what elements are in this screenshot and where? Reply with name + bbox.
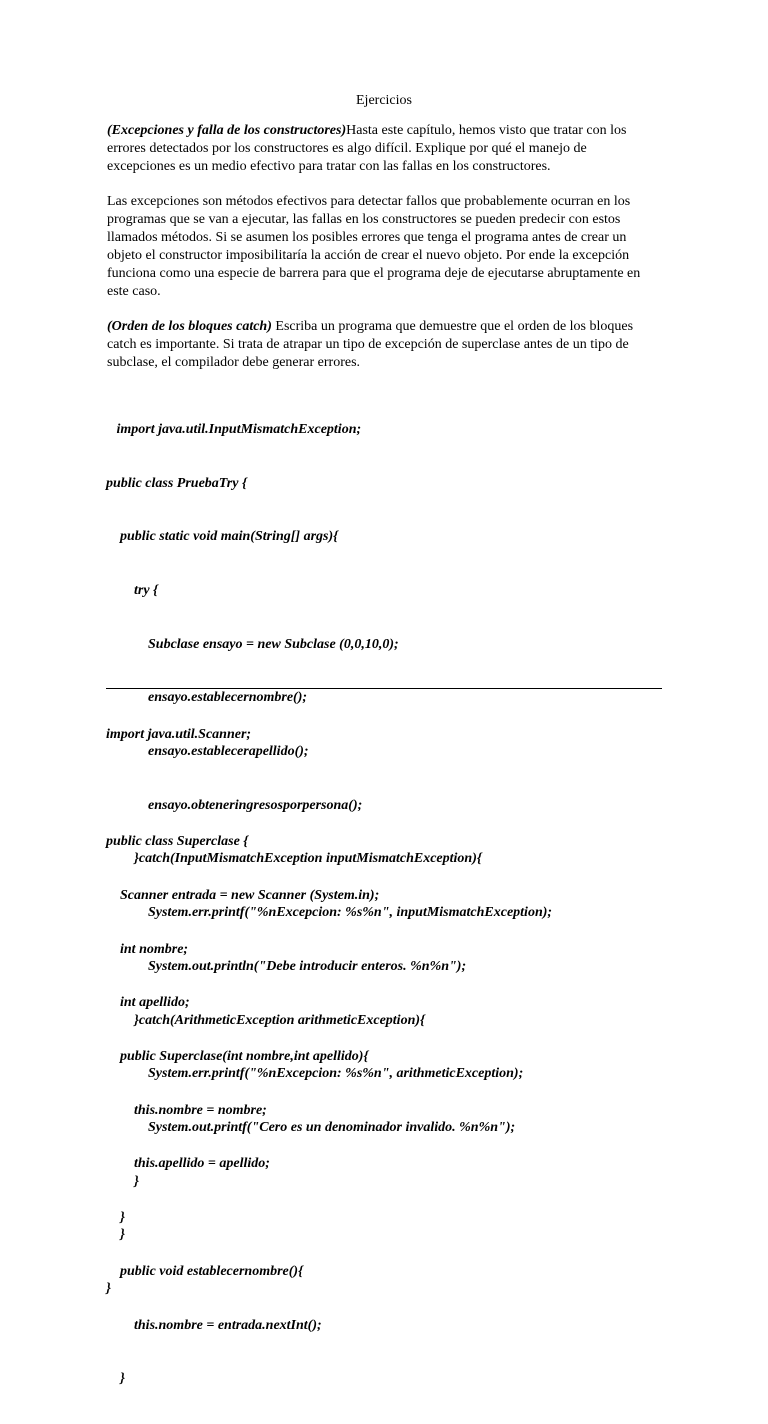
exercise-1-paragraph (107, 122, 657, 176)
code-line: try { (106, 582, 158, 598)
code-line: ensayo.establecerapellido(); (106, 744, 309, 760)
horizontal-divider (106, 688, 662, 689)
code-line: public class Superclase { (106, 834, 249, 850)
code-line: ensayo.establecernombre(); (106, 690, 308, 706)
code-line (106, 780, 666, 798)
document-title: Ejercicios (356, 93, 412, 108)
code-line: } (106, 1210, 125, 1226)
code-line: this.apellido = apellido; (106, 1156, 270, 1172)
code-line: }catch(InputMismatchException inputMismatchException){ (106, 851, 482, 867)
code-line: public void establecernombre(){ (106, 1263, 303, 1279)
code-line: System.out.printf("Cero es un denominador invalido. %n%n"); (106, 1119, 516, 1135)
code-line: } (106, 1173, 139, 1189)
exercise-1-heading: (Excepciones y falla de los constructores) (107, 123, 347, 138)
code-line: int apellido; (106, 995, 190, 1011)
code-line: } (106, 1227, 125, 1243)
code-line: } (106, 1371, 125, 1387)
code-line: public Superclase(int nombre,int apellido){ (106, 1049, 369, 1065)
code-line: this.nombre = nombre; (106, 1102, 267, 1118)
code-line: this.nombre = entrada.nextInt(); (106, 1317, 322, 1333)
exercise-2-text: Escriba un programa que demuestre que el orden de los bloques catch es importante. Si trata de atrapar un tipo de excepción de superclase antes de un tipo de subclase, el compilador debe generar errores. (107, 319, 634, 370)
code-line: public class PruebaTry { (106, 475, 247, 491)
code-line: int nombre; (106, 941, 189, 957)
exercise-1-text: Hasta este capítulo, hemos visto que tratar con los errores detectados por los constructores es algo difícil. Explique por qué el manejo de excepciones es un medio efectivo para tratar con las fallas en los constructores. (107, 123, 627, 174)
exercise-2-heading: (Orden de los bloques catch) (107, 319, 272, 334)
code-block-superclase (106, 690, 666, 1424)
code-line: public static void main(String[] args){ (106, 529, 338, 545)
code-line: import java.util.Scanner; (106, 726, 252, 742)
code-line: Scanner entrada = new Scanner (System.in); (106, 887, 380, 903)
code-line: System.err.printf("%nExcepcion: %s%n", inputMismatchException); (106, 905, 553, 921)
code-line: import java.util.InputMismatchException; (106, 421, 362, 437)
code-line: System.out.println("Debe introducir enteros. %n%n"); (106, 958, 467, 974)
code-line: Subclase ensayo = new Subclase (0,0,10,0); (106, 636, 399, 652)
code-line: System.err.printf("%nExcepcion: %s%n", arithmeticException); (106, 1066, 524, 1082)
answer-1-paragraph: Las excepciones son métodos efectivos para detectar fallos que probablemente ocurran en los programas que se van a ejecutar, las fallas en los constructores se pueden predecir con estos llamados métodos. Si se asumen los posibles errores que tenga el programa antes de crear un objeto el constructor imposibilitaría la acción de crear el nuevo objeto. Por ende la excepción funciona como una especie de barrera para que el programa deje de ejecutarse abruptamente en este caso. (107, 194, 641, 299)
code-line: }catch(ArithmeticException arithmeticException){ (106, 1012, 425, 1028)
code-line: ensayo.obteneringresosporpersona(); (106, 797, 363, 813)
exercise-2-paragraph (107, 318, 657, 372)
code-line: } (106, 1281, 111, 1297)
